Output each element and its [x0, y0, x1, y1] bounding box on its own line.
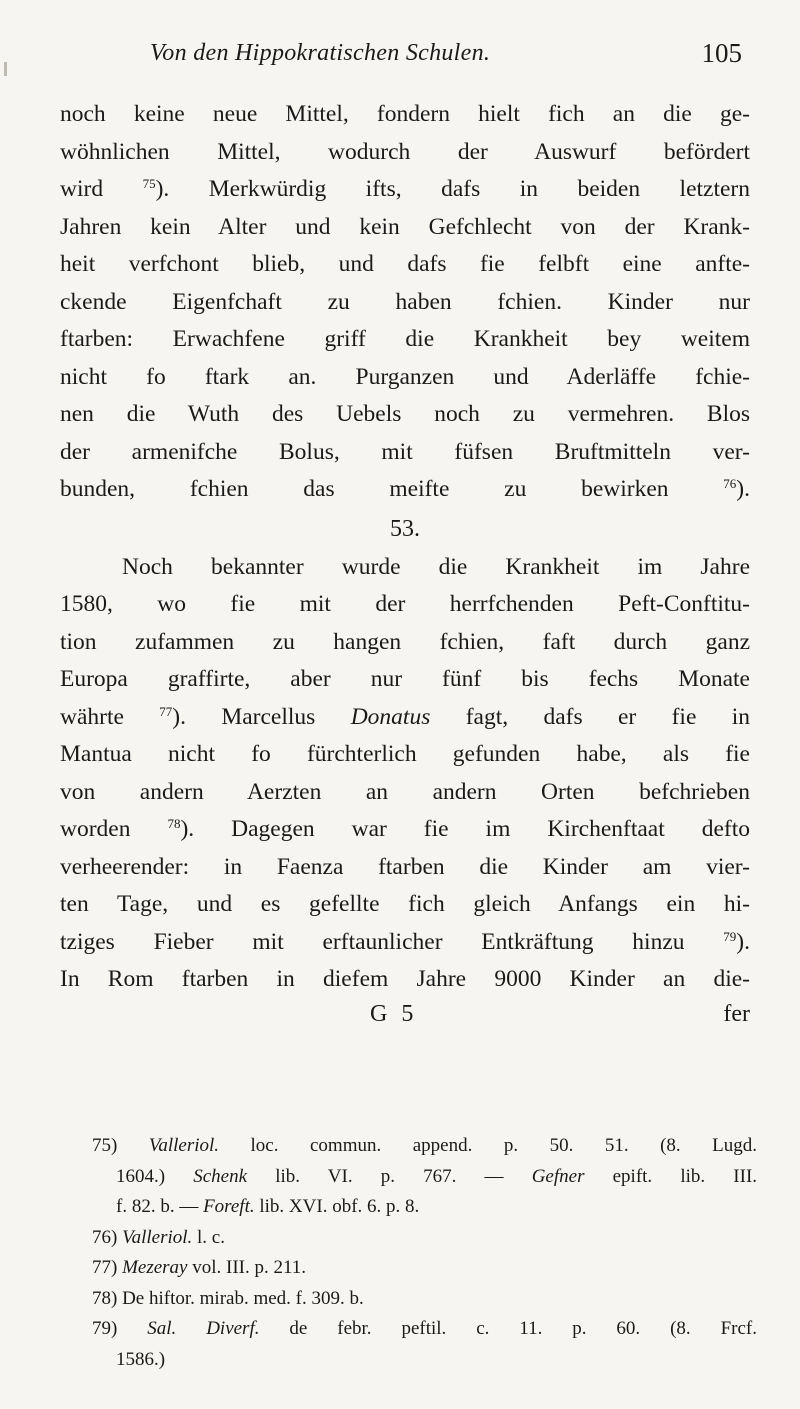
footnote-79: 79) Sal. Diverf. de febr. peftil. c. 11. p. 60. (8. Frcf. [92, 1318, 757, 1339]
footnote-ref: 76 [723, 476, 737, 491]
text-line: Mantua nicht fo fürchterlich gefunden habe, als fie [60, 741, 750, 767]
text-line: 1580, wo fie mit der herrfchenden Peft-Conftitu- [60, 591, 750, 617]
running-title: Von den Hippokratischen Schulen. [150, 40, 491, 66]
signature-mark: G 5 [370, 1000, 418, 1027]
footnote-ref: 77 [159, 703, 173, 719]
footnote-ref: 75 [142, 176, 156, 191]
footnotes [92, 1131, 757, 1375]
footnote-ref: 79 [723, 928, 737, 944]
text-line: ten Tage, und es gefellte fich gleich Anfangs ein hi- [60, 891, 750, 917]
text-line: wird $^{75}$). Merkwürdig ifts, dafs in beiden letztern [60, 176, 751, 202]
footnote-77: 77) Mezeray vol. III. p. 211. [92, 1257, 307, 1278]
text-line: Jahren kein Alter und kein Gefchlecht von der Krank- [60, 213, 750, 240]
page-number: 105 [701, 38, 742, 68]
text-line: ckende Eigenfchaft zu haben fchien. Kinder nur [60, 288, 750, 315]
text-line: In Rom ftarben in diefem Jahre 9000 Kinder an die- [60, 966, 750, 992]
text-line: Noch bekannter wurde die Krankheit im Jahre [122, 553, 750, 580]
text-line: wöhnlichen Mittel, wodurch der Auswurf befördert [60, 138, 750, 165]
footnote-75-cont: f. 82. b. — Foreft. lib. XVI. obf. 6. p. 8. [116, 1196, 420, 1217]
text-line: tion zufammen zu hangen fchien, faft durch ganz [60, 628, 750, 655]
text-line: tziges Fieber mit erftaunlicher Entkräftung hinzu $^{79}$). [60, 928, 750, 955]
signature-row [60, 999, 750, 1037]
text-line: bunden, fchien das meifte zu bewirken $^{76}$). [60, 476, 750, 502]
body-text [60, 96, 750, 1037]
text-line: noch keine neue Mittel, fondern hielt fich an die ge- [60, 101, 750, 127]
text-line: heit verfchont blieb, und dafs fie felbft eine anfte- [60, 251, 750, 277]
margin-mark [4, 62, 7, 76]
catchword: fer [723, 1000, 750, 1027]
footnote-75-cont: 1604.) Schenk lib. VI. p. 767. — Gefner epift. lib. III. [116, 1165, 758, 1187]
footnote-ref: 78 [167, 816, 181, 831]
text-line: währte $^{77}$). Marcellus Donatus fagt, dafs er fie in [60, 703, 751, 730]
footnote-76: 76) Valleriol. l. c. [92, 1226, 225, 1248]
text-line: verheerender: in Faenza ftarben die Kinder am vier- [60, 853, 750, 880]
text-line: ftarben: Erwachfene griff die Krankheit bey weitem [60, 326, 750, 352]
text-line: worden $^{78}$). Dagegen war fie im Kirchenftaat defto [60, 816, 751, 842]
footnote-78: 78) De hiftor. mirab. med. f. 309. b. [92, 1287, 364, 1309]
text-line: Europa graffirte, aber nur fünf bis fechs Monate [60, 666, 750, 692]
footnote-79-cont: 1586.) [116, 1348, 166, 1370]
running-head [58, 40, 742, 80]
footnote-75: 75) Valleriol. loc. commun. append. p. 50. 51. (8. Lugd. [92, 1135, 757, 1156]
text-line: nen die Wuth des Uebels noch zu vermehren. Blos [60, 401, 750, 427]
text-line: der armenifche Bolus, mit füfsen Bruftmitteln ver- [60, 438, 750, 465]
text-line: nicht fo ftark an. Purganzen und Aderläffe fchie- [60, 363, 750, 390]
text-line: von andern Aerzten an andern Orten befchrieben [60, 778, 750, 805]
section-number: 53. [390, 515, 420, 542]
